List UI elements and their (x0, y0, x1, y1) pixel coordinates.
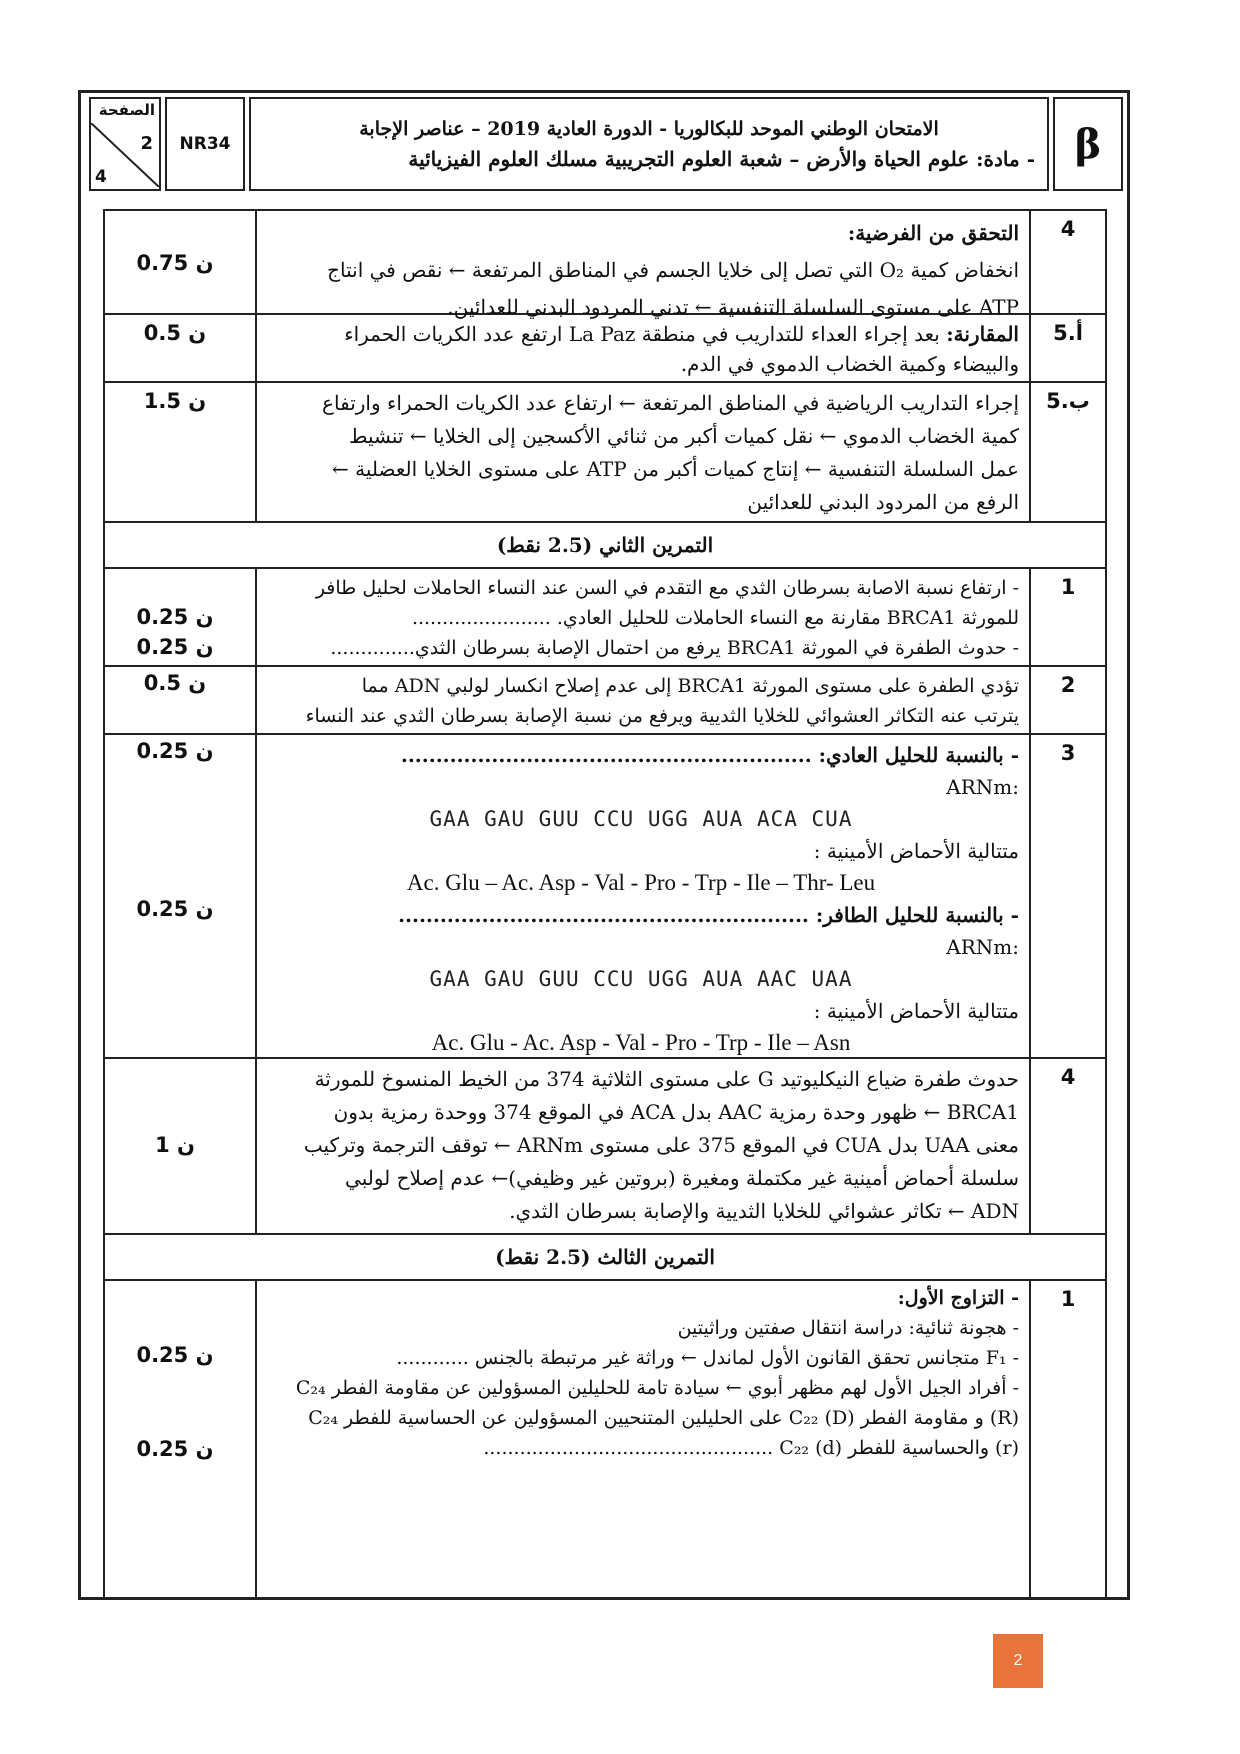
score-cell (105, 667, 255, 733)
score-cell (105, 383, 255, 521)
answer-line: يترتب عنه التكاثر العشوائي للخلايا الثديية ويرفع من نسبة الإصابة بسرطان الثدي عند النساء (305, 705, 1019, 727)
answer-table (103, 209, 1107, 1600)
question-number: 2 (1029, 667, 1105, 733)
score-cell (105, 569, 255, 665)
exam-header (85, 97, 1123, 191)
question-number: 3 (1029, 735, 1105, 1057)
answer-line: إجراء التداريب الرياضية في المناطق المرتفعة ← ارتفاع عدد الكريات الحمراء وارتفاع (322, 391, 1019, 415)
answer-line: عمل السلسلة التنفسية ← إنتاج كميات أكبر من ATP على مستوى الخلايا العضلية ← (332, 457, 1019, 481)
answer-line: ADN ← تكاثر عشوائي للخلايا الثديية والإصابة بسرطان الثدي. (509, 1199, 1019, 1223)
exam-sheet (78, 90, 1130, 1600)
score: 0.25 ن (136, 635, 214, 659)
answer-line: معنى UAA بدل CUA في الموقع 375 على مستوى ARNm ← توقف الترجمة وتركيب (303, 1133, 1019, 1157)
score: 0.5 ن (143, 321, 207, 345)
score-cell (105, 211, 255, 313)
page-number: 2 (140, 133, 153, 154)
question-number: 5.أ (1029, 315, 1105, 381)
score: 0.25 ن (136, 739, 214, 763)
answer-line: للمورثة BRCA1 مقارنة مع النساء الحاملات للحليل العادي. ....................... (411, 607, 1019, 629)
arn-label: :ARNm (946, 935, 1019, 959)
page-number-badge: 2 (993, 1634, 1043, 1688)
answer-line: تؤدي الطفرة على مستوى المورثة BRCA1 إلى عدم إصلاح انكسار لولبي ADN مما (361, 675, 1019, 697)
answer-line (263, 319, 1019, 349)
page-indicator (89, 97, 161, 191)
table-row (105, 315, 1105, 383)
amino-acid-label: متتالية الأحماض الأمينية : (813, 999, 1019, 1023)
question-number: 4 (1029, 211, 1105, 313)
table-row (105, 667, 1105, 735)
score: 0.75 ن (136, 251, 214, 275)
answer-title: التحقق من الفرضية: (847, 221, 1019, 245)
table-row (105, 211, 1105, 319)
mutant-amino-acids: Ac. Glu - Ac. Asp - Val - Pro - Trp - Ile – Asn (431, 1030, 851, 1055)
score-cell (105, 315, 255, 381)
score-cell (105, 735, 255, 1057)
answer-text (255, 315, 1029, 381)
section-title: التمرين الثالث (2.5 نقط) (495, 1245, 715, 1269)
table-row (105, 1059, 1105, 1235)
answer-line: والبيضاء وكمية الخضاب الدموي في الدم. (680, 352, 1019, 376)
answer-line: انخفاض كمية O₂ التي تصل إلى خلايا الجسم في المناطق المرتفعة ← نقص في انتاج (327, 258, 1019, 282)
answer-line: كمية الخضاب الدموي ← نقل كميات أكبر من ثنائي الأكسجين إلى الخلايا ← تنشيط (349, 424, 1019, 448)
score: 0.25 ن (136, 605, 214, 629)
answer-text (255, 735, 1029, 1057)
answer-title: - التزاوج الأول: (897, 1287, 1019, 1309)
answer-text (255, 383, 1029, 521)
answer-line: - حدوث الطفرة في المورثة BRCA1 يرفع من احتمال الإصابة بسرطان الثدي.............. (330, 637, 1019, 659)
page-total: 4 (95, 167, 107, 187)
score-cell (105, 1281, 255, 1600)
answer-line: - أفراد الجيل الأول لهم مظهر أبوي ← سيادة تامة للحليلين المسؤولين عن مقاومة الفطر C₂₄ (295, 1377, 1019, 1399)
title-line-1: الامتحان الوطني الموحد للبكالوريا - الدورة العادية 2019 – عناصر الإجابة (359, 118, 939, 140)
table-row (105, 569, 1105, 667)
answer-text (255, 1281, 1029, 1600)
question-number: 5.ب (1029, 383, 1105, 521)
page-label: الصفحة (98, 101, 155, 119)
amino-acid-label: متتالية الأحماض الأمينية : (813, 839, 1019, 863)
answer-title: المقارنة: (946, 322, 1019, 346)
title-line-2: - مادة: علوم الحياة والأرض – شعبة العلوم التجريبية مسلك العلوم الفيزيائية (408, 147, 1035, 171)
score: 0.25 ن (136, 897, 214, 921)
score: 1 ن (155, 1133, 195, 1157)
answer-line: سلسلة أحماض أمينية غير مكتملة ومغيرة (بروتين غير وظيفي)← عدم إصلاح لولبي (345, 1166, 1019, 1190)
answer-line: - F₁ متجانس تحقق القانون الأول لماندل ← وراثة غير مرتبطة بالجنس ............ (396, 1347, 1019, 1369)
table-row (105, 735, 1105, 1059)
answer-line-text: بعد إجراء العداء للتداريب في منطقة La Paz ارتفع عدد الكريات الحمراء (344, 322, 940, 346)
exam-title (249, 97, 1049, 191)
answer-line: حدوث طفرة ضياع النيكليوتيد G على مستوى الثلاثية 374 من الخيط المنسوخ للمورثة (314, 1067, 1019, 1091)
answer-line: (r) والحساسية للفطر C₂₂ (d) ................................................ (483, 1437, 1019, 1459)
beta-logo: β (1053, 97, 1123, 191)
section-title: التمرين الثاني (2.5 نقط) (496, 533, 714, 557)
table-row (105, 383, 1105, 523)
answer-text (255, 211, 1029, 319)
arn-label: :ARNm (946, 775, 1019, 799)
normal-amino-acids: Ac. Glu – Ac. Asp - Val - Pro - Trp - Ile – Thr- Leu (406, 870, 876, 895)
question-number: 1 (1029, 569, 1105, 665)
answer-line: - ارتفاع نسبة الاصابة بسرطان الثدي مع التقدم في السن عند النساء الحاملات لحليل طافر (315, 577, 1019, 599)
answer-line: - هجونة ثنائية: دراسة انتقال صفتين وراثيتين (677, 1317, 1019, 1339)
normal-arn-sequence: GAA GAU GUU CCU UGG AUA ACA CUA (429, 807, 853, 831)
score-cell (105, 1059, 255, 1233)
answer-text (255, 667, 1029, 733)
answer-line: (R) و مقاومة الفطر C₂₂ (D) على الحليلين المتنحيين المسؤولين عن الحساسية للفطر C₂₄ (308, 1407, 1019, 1429)
answer-line: الرفع من المردود البدني للعدائين (747, 490, 1019, 514)
mutant-allele-label: - بالنسبة للحليل الطافر: ........................................................... (398, 903, 1019, 927)
answer-text (255, 569, 1029, 665)
score: 0.25 ن (136, 1437, 214, 1461)
table-row (105, 1281, 1105, 1600)
answer-text (255, 1059, 1029, 1233)
section-title-row (105, 523, 1105, 569)
mutant-arn-sequence: GAA GAU GUU CCU UGG AUA AAC UAA (429, 967, 853, 991)
exam-code: NR34 (165, 97, 245, 191)
question-number: 4 (1029, 1059, 1105, 1233)
score: 0.5 ن (143, 671, 207, 695)
question-number: 1 (1029, 1281, 1105, 1600)
normal-allele-label: - بالنسبة للحليل العادي: ........................................................... (400, 743, 1019, 767)
score: 0.25 ن (136, 1343, 214, 1367)
answer-line: ATP على مستوى السلسلة التنفسية ← تدني المردود البدني للعدائين. (447, 295, 1019, 319)
answer-line: BRCA1 ← ظهور وحدة رمزية AAC بدل ACA في الموقع 374 ووحدة رمزية بدون (333, 1100, 1019, 1124)
section-title-row (105, 1235, 1105, 1281)
score: 1.5 ن (143, 389, 207, 413)
